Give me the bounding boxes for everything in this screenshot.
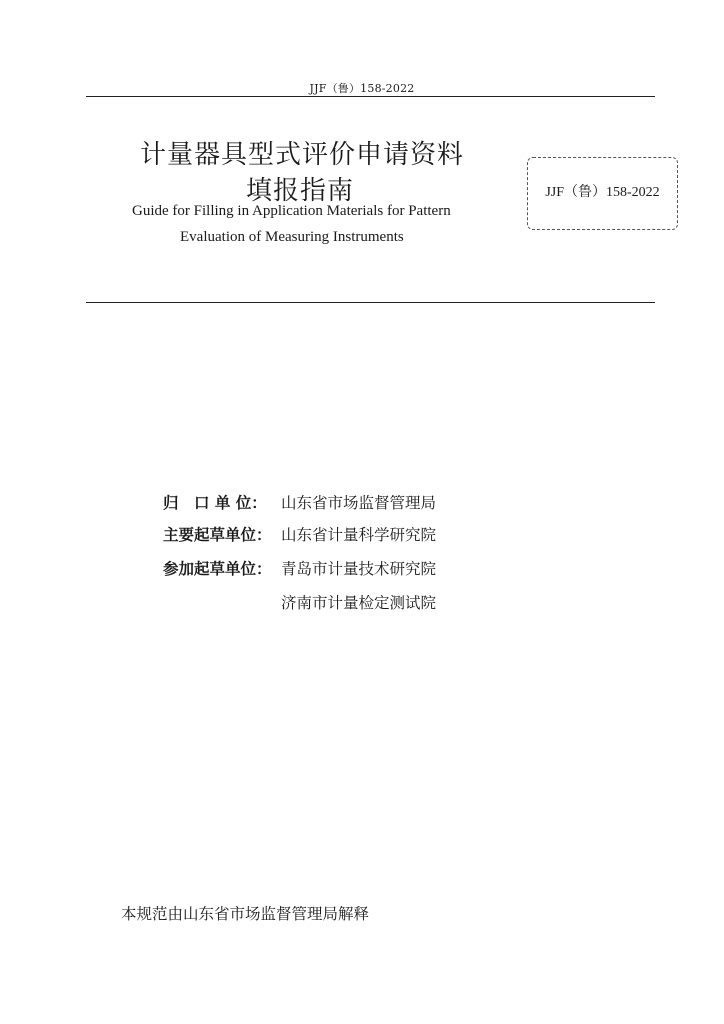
title-chinese-line-1: 计量器具型式评价申请资料 [140, 140, 465, 170]
org-row-participating-drafter-2 [281, 591, 436, 615]
section-rule [86, 302, 655, 303]
org-row-participating-drafter [163, 557, 436, 581]
org-row-responsible [163, 491, 436, 515]
title-english-line-1: Guide for Filling in Application Materials for Pattern [132, 203, 451, 219]
org-value: 山东省市场监督管理局 [281, 494, 437, 512]
org-value: 青岛市计量技术研究院 [281, 560, 437, 578]
org-label: 参加起草单位： [163, 560, 272, 578]
title-chinese-line-2: 填报指南 [246, 176, 355, 206]
footer-interpretation-note: 本规范由山东省市场监督管理局解释 [121, 905, 370, 923]
standard-code-box [527, 157, 678, 230]
header-rule [86, 96, 655, 97]
org-value: 山东省计量科学研究院 [281, 526, 437, 544]
org-label: 归 口 单 位： [163, 494, 267, 512]
org-row-main-drafter [163, 523, 436, 547]
org-label: 主要起草单位： [163, 526, 272, 544]
org-value: 济南市计量检定测试院 [281, 594, 437, 612]
header-standard-code: JJF（鲁）158-2022 [309, 82, 415, 95]
title-english-line-2: Evaluation of Measuring Instruments [180, 229, 404, 245]
standard-code-box-text: JJF（鲁）158-2022 [545, 185, 660, 200]
